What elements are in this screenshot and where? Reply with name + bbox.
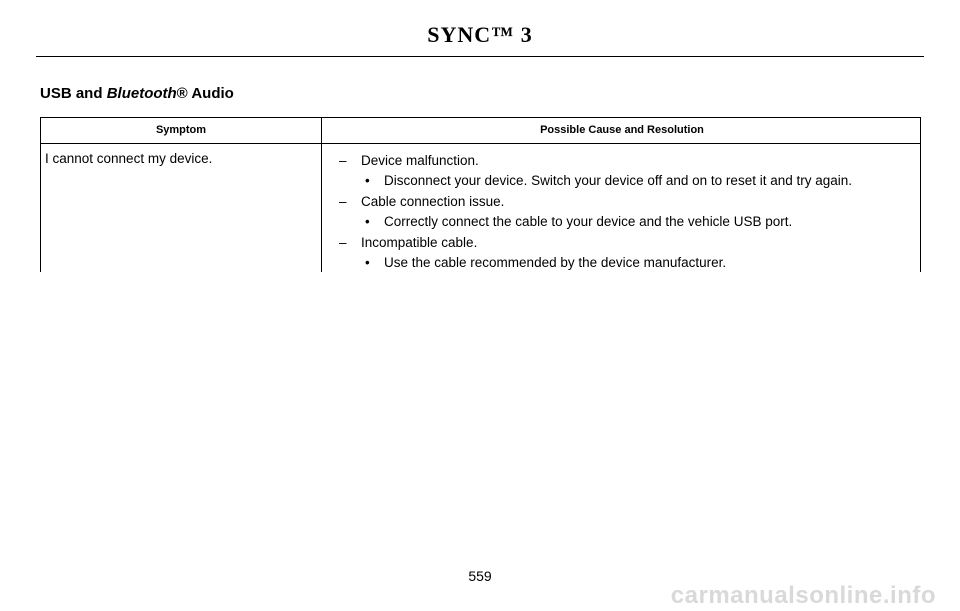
troubleshooting-table <box>40 117 921 272</box>
cause-item <box>339 192 914 232</box>
header-rule <box>36 56 924 57</box>
bullet-marker: • <box>365 173 370 188</box>
cause-line <box>339 233 914 253</box>
cause-text: Incompatible cable. <box>361 235 478 250</box>
resolution-text: Use the cable recommended by the device manufacturer. <box>384 255 727 270</box>
cause-text: Cable connection issue. <box>361 194 505 209</box>
bullet-marker: • <box>365 255 370 270</box>
page-header-title: SYNC™ 3 <box>427 22 533 47</box>
symptom-cell: I cannot connect my device. <box>45 151 213 166</box>
resolution-line <box>339 253 914 273</box>
section-heading-bluetooth: Bluetooth <box>106 85 177 102</box>
bullet-marker: • <box>365 214 370 229</box>
section-heading-prefix: USB and <box>40 85 107 102</box>
dash-marker: – <box>339 153 347 168</box>
resolution-text: Correctly connect the cable to your device and the vehicle USB port. <box>384 214 793 229</box>
cause-line <box>339 151 914 171</box>
cause-list <box>339 151 914 274</box>
column-header-cause: Possible Cause and Resolution <box>540 124 704 136</box>
page-number: 559 <box>468 568 492 584</box>
resolution-line <box>339 212 914 232</box>
cause-text: Device malfunction. <box>361 153 479 168</box>
section-heading <box>40 85 234 102</box>
cause-line <box>339 192 914 212</box>
resolution-line <box>339 171 914 191</box>
dash-marker: – <box>339 194 347 209</box>
table-row <box>40 144 921 272</box>
resolution-text: Disconnect your device. Switch your device off and on to reset it and try again. <box>384 173 853 188</box>
column-divider <box>321 144 322 272</box>
watermark-text: carmanualsonline.info <box>670 582 936 609</box>
column-header-symptom: Symptom <box>155 124 207 136</box>
cause-item <box>339 151 914 191</box>
section-heading-registered: ® <box>176 85 188 102</box>
table-header-row <box>40 117 921 144</box>
cause-item <box>339 233 914 273</box>
section-heading-suffix: Audio <box>187 85 234 102</box>
dash-marker: – <box>339 235 347 250</box>
